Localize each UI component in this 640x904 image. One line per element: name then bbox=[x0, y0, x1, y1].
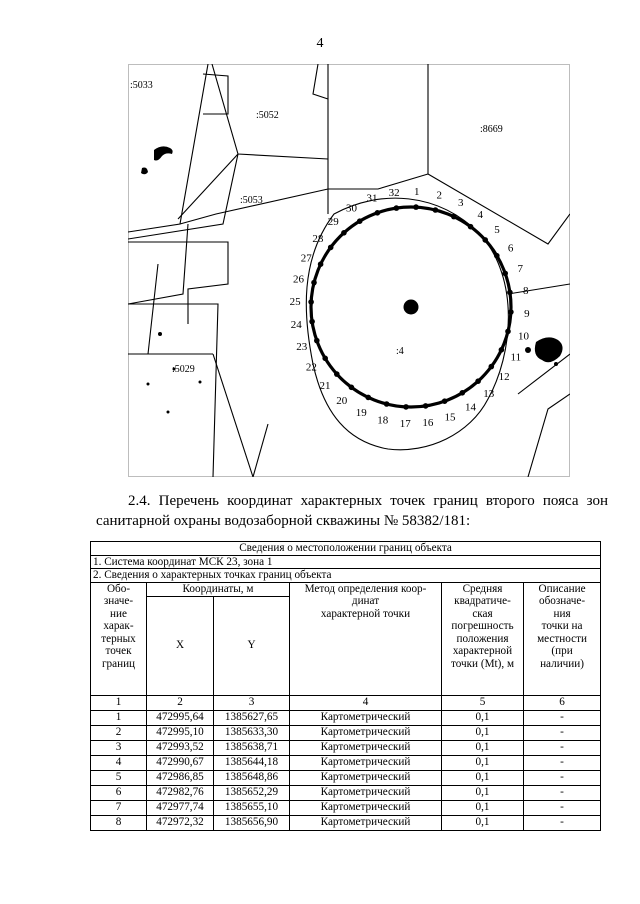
cell-x: 472977,74 bbox=[147, 800, 214, 815]
table-row bbox=[91, 710, 601, 725]
header-error: Средняя квадратиче- ская погрешность положения характерной точки (Mt), м bbox=[442, 582, 524, 695]
column-numbers-row bbox=[91, 695, 601, 710]
boundary-point-label: 7 bbox=[517, 263, 524, 275]
boundary-point bbox=[318, 261, 324, 267]
cell-description: - bbox=[524, 770, 601, 785]
boundary-point-label: 32 bbox=[388, 187, 400, 200]
cell-error: 0,1 bbox=[442, 755, 524, 770]
cell-method: Картометрический bbox=[290, 710, 442, 725]
table-row bbox=[91, 800, 601, 815]
boundary-point bbox=[322, 356, 328, 362]
boundary-point bbox=[365, 395, 371, 401]
header-x: X bbox=[147, 596, 214, 695]
boundary-point bbox=[433, 207, 439, 213]
coordinates-table bbox=[90, 541, 601, 831]
boundary-point-label: 5 bbox=[494, 224, 500, 237]
boundary-point-label: 24 bbox=[290, 318, 302, 331]
cell-method: Картометрический bbox=[290, 785, 442, 800]
cell-x: 472986,85 bbox=[147, 770, 214, 785]
cell-error: 0,1 bbox=[442, 710, 524, 725]
boundary-point-label: 28 bbox=[312, 232, 324, 245]
column-number: 6 bbox=[524, 695, 601, 710]
boundary-point bbox=[482, 237, 488, 243]
boundary-point bbox=[394, 205, 400, 211]
boundary-point-label: 27 bbox=[300, 252, 312, 265]
cell-method: Картометрический bbox=[290, 815, 442, 830]
cell-point: 4 bbox=[91, 755, 147, 770]
cell-point: 7 bbox=[91, 800, 147, 815]
cell-y: 1385655,10 bbox=[214, 800, 290, 815]
column-number: 2 bbox=[147, 695, 214, 710]
boundary-point bbox=[475, 378, 481, 384]
boundary-point bbox=[341, 230, 347, 236]
cadastral-map bbox=[128, 64, 570, 477]
boundary-point-label: 2 bbox=[436, 189, 443, 202]
boundary-point bbox=[384, 401, 390, 407]
cell-description: - bbox=[524, 815, 601, 830]
boundary-point bbox=[308, 299, 314, 305]
boundary-point-label: 25 bbox=[289, 296, 301, 309]
boundary-point-label: 20 bbox=[336, 395, 348, 408]
table-row bbox=[91, 740, 601, 755]
cell-error: 0,1 bbox=[442, 725, 524, 740]
boundary-point-label: 6 bbox=[507, 242, 514, 255]
table-row bbox=[91, 725, 601, 740]
first-belt-contour bbox=[306, 198, 508, 450]
cell-y: 1385648,86 bbox=[214, 770, 290, 785]
table-title: Сведения о местоположении границ объекта bbox=[91, 542, 601, 556]
column-number: 5 bbox=[442, 695, 524, 710]
table-row bbox=[91, 755, 601, 770]
cell-y: 1385656,90 bbox=[214, 815, 290, 830]
cell-description: - bbox=[524, 800, 601, 815]
cell-point: 2 bbox=[91, 725, 147, 740]
parcel-label: :8669 bbox=[480, 124, 503, 135]
cell-error: 0,1 bbox=[442, 800, 524, 815]
boundary-point-label: 31 bbox=[366, 192, 378, 205]
column-number: 1 bbox=[91, 695, 147, 710]
cell-error: 0,1 bbox=[442, 815, 524, 830]
boundary-point-label: 1 bbox=[414, 186, 420, 199]
boundary-point-label: 18 bbox=[377, 414, 389, 427]
cell-point: 5 bbox=[91, 770, 147, 785]
boundary-point-label: 10 bbox=[518, 330, 529, 343]
parcel-labels bbox=[130, 80, 503, 375]
cell-point: 8 bbox=[91, 815, 147, 830]
boundary-point-label: 17 bbox=[399, 417, 411, 430]
cell-y: 1385652,29 bbox=[214, 785, 290, 800]
boundary-point-label: 21 bbox=[319, 379, 331, 392]
table-row bbox=[91, 815, 601, 830]
cell-method: Картометрический bbox=[290, 740, 442, 755]
cell-error: 0,1 bbox=[442, 740, 524, 755]
boundary-point bbox=[460, 390, 466, 396]
cell-x: 472990,67 bbox=[147, 755, 214, 770]
boundary-point bbox=[311, 280, 317, 286]
boundary-point bbox=[423, 403, 429, 409]
parcel-label: :5053 bbox=[240, 195, 263, 206]
boundary-point bbox=[357, 218, 363, 224]
cell-x: 472993,52 bbox=[147, 740, 214, 755]
boundary-point-label: 15 bbox=[444, 411, 456, 424]
boundary-point bbox=[334, 371, 340, 377]
cell-description: - bbox=[524, 755, 601, 770]
cell-description: - bbox=[524, 725, 601, 740]
header-coordinates: Координаты, м bbox=[147, 582, 290, 596]
parcel-label: :4 bbox=[396, 346, 404, 357]
boundary-point-label: 3 bbox=[457, 197, 464, 210]
cell-method: Картометрический bbox=[290, 770, 442, 785]
boundary-point bbox=[314, 338, 320, 344]
boundary-point-label: 12 bbox=[498, 371, 510, 384]
boundary-point bbox=[508, 309, 514, 315]
boundary-point bbox=[403, 404, 409, 410]
cell-method: Картометрический bbox=[290, 800, 442, 815]
cell-y: 1385633,30 bbox=[214, 725, 290, 740]
cell-error: 0,1 bbox=[442, 785, 524, 800]
table-row bbox=[91, 785, 601, 800]
boundary-point bbox=[309, 319, 315, 325]
boundary-point bbox=[468, 224, 474, 230]
column-number: 4 bbox=[290, 695, 442, 710]
boundary-point bbox=[349, 385, 355, 391]
boundary-point-label: 30 bbox=[346, 202, 357, 215]
cell-x: 472995,64 bbox=[147, 710, 214, 725]
section-label: 2. Сведения о характерных точках границ объекта bbox=[91, 569, 601, 583]
boundary-point-label: 23 bbox=[296, 341, 308, 353]
header-description: Описание обозначе- ния точки на местности (при наличии) bbox=[524, 582, 601, 695]
parcel-label: :5033 bbox=[130, 80, 153, 91]
cell-description: - bbox=[524, 740, 601, 755]
boundary-point-label: 19 bbox=[355, 406, 367, 419]
cell-point: 3 bbox=[91, 740, 147, 755]
cell-point: 1 bbox=[91, 710, 147, 725]
cell-description: - bbox=[524, 710, 601, 725]
cell-x: 472972,32 bbox=[147, 815, 214, 830]
boundary-point-label: 22 bbox=[305, 361, 317, 374]
boundary-point bbox=[442, 398, 448, 404]
boundary-point bbox=[328, 245, 334, 251]
boundary-point bbox=[502, 271, 508, 277]
page-number: 4 bbox=[316, 36, 324, 51]
header-point: Обо- значе- ние харак- терных точек границ bbox=[91, 582, 147, 695]
boundary-point-label: 14 bbox=[465, 401, 476, 414]
boundary-point-label: 26 bbox=[293, 273, 304, 286]
boundary-point-label: 4 bbox=[477, 208, 483, 221]
table-row bbox=[91, 770, 601, 785]
boundary-point bbox=[494, 253, 500, 259]
boundary-point-label: 11 bbox=[510, 351, 522, 364]
boundary-point bbox=[499, 347, 505, 353]
boundary-point-label: 8 bbox=[523, 285, 529, 298]
boundary-point-label: 16 bbox=[422, 416, 434, 429]
cell-point: 6 bbox=[91, 785, 147, 800]
parcel-label: :5052 bbox=[256, 110, 279, 121]
cell-description: - bbox=[524, 785, 601, 800]
cell-method: Картометрический bbox=[290, 755, 442, 770]
boundary-point bbox=[413, 204, 419, 210]
cell-x: 472995,10 bbox=[147, 725, 214, 740]
well-marker bbox=[404, 300, 419, 315]
boundary-point bbox=[505, 329, 511, 335]
boundary-point-label: 29 bbox=[327, 216, 339, 228]
header-method: Метод определения коор- динат характерной точки bbox=[290, 582, 442, 695]
boundary-point-label: 13 bbox=[483, 388, 495, 400]
boundary-point bbox=[489, 364, 495, 370]
cell-y: 1385627,65 bbox=[214, 710, 290, 725]
boundary-point bbox=[375, 210, 381, 216]
section-heading: 2.4. Перечень координат характерных точек границ второго пояса зон санитарной охраны водозаборной скважины № 58382/181: bbox=[96, 493, 608, 529]
parcel-label: :5029 bbox=[172, 364, 195, 375]
coordinate-system: 1. Система координат МСК 23, зона 1 bbox=[91, 555, 601, 569]
boundary-point bbox=[451, 214, 457, 220]
boundary-point-label: 9 bbox=[524, 307, 530, 320]
header-y: Y bbox=[214, 596, 290, 695]
column-number: 3 bbox=[214, 695, 290, 710]
cell-error: 0,1 bbox=[442, 770, 524, 785]
cell-y: 1385638,71 bbox=[214, 740, 290, 755]
cell-method: Картометрический bbox=[290, 725, 442, 740]
cell-x: 472982,76 bbox=[147, 785, 214, 800]
cell-y: 1385644,18 bbox=[214, 755, 290, 770]
boundary-point bbox=[507, 290, 513, 296]
